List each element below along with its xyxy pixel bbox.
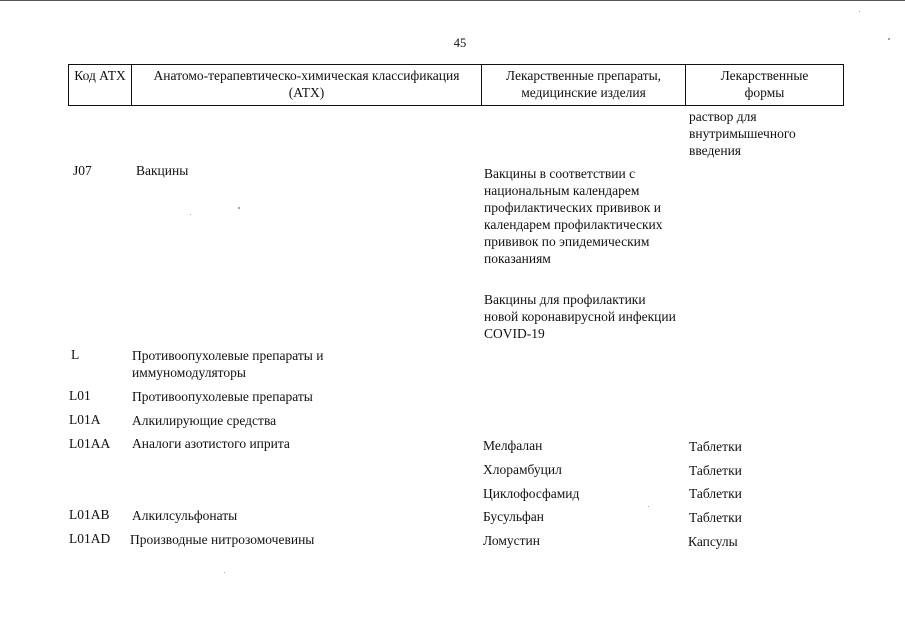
page-top-edge bbox=[0, 0, 905, 1]
row-drug-j07-1: Вакцины в соответствии с национальным календарем профилактических прививок и календарем профилактических прививок по эпидемическим показаниям bbox=[484, 166, 663, 266]
row-form-l01aa-1: Таблетки bbox=[689, 439, 742, 454]
row-form-l01aa-2: Таблетки bbox=[689, 463, 742, 478]
page-number: 45 bbox=[453, 36, 467, 50]
row-code-l01ab: L01AB bbox=[69, 507, 110, 522]
row-name-l01ad: Производные нитрозомочевины bbox=[130, 532, 315, 547]
row-form-l01aa-3: Таблетки bbox=[689, 486, 742, 501]
header-forms: Лекарственные формы bbox=[685, 65, 843, 105]
row-form-l01ad: Капсулы bbox=[688, 534, 738, 549]
scan-speck bbox=[238, 207, 240, 209]
row-name-l01ab: Алкилсульфонаты bbox=[132, 508, 238, 523]
row-code-l01ad: L01AD bbox=[69, 531, 111, 546]
continuation-form: раствор для внутримышечного введения bbox=[689, 109, 796, 158]
row-code-j07: J07 bbox=[73, 163, 92, 178]
scan-speck bbox=[190, 214, 191, 215]
row-form-l01ab: Таблетки bbox=[689, 510, 742, 525]
row-code-l: L bbox=[71, 347, 80, 362]
row-code-l01a: L01A bbox=[69, 412, 101, 427]
row-drug-l01aa-1: Мелфалан bbox=[483, 438, 543, 453]
scan-speck bbox=[224, 572, 225, 573]
row-name-l01a: Алкилирующие средства bbox=[132, 413, 277, 428]
header-code-atc: Код АТХ bbox=[74, 68, 126, 83]
row-code-l01aa: L01AA bbox=[69, 436, 111, 451]
row-name-l01aa: Аналоги азотистого иприта bbox=[132, 436, 290, 451]
row-drug-l01ab: Бусульфан bbox=[483, 509, 544, 524]
row-drug-l01aa-3: Циклофосфамид bbox=[483, 486, 580, 501]
scan-speck bbox=[648, 506, 649, 507]
row-name-l01: Противоопухолевые препараты bbox=[132, 389, 313, 404]
row-code-l01: L01 bbox=[69, 388, 91, 403]
row-name-l: Противоопухолевые препараты и иммуномодуляторы bbox=[132, 348, 324, 380]
scan-speck bbox=[888, 38, 890, 40]
header-drugs: Лекарственные препараты, медицинские изделия bbox=[481, 65, 685, 105]
row-drug-l01ad: Ломустин bbox=[483, 533, 540, 548]
table-header bbox=[68, 64, 844, 106]
row-drug-l01aa-2: Хлорамбуцил bbox=[483, 462, 562, 477]
header-atc-classification: Анатомо-терапевтическо-химическая классификация (АТХ) bbox=[131, 65, 481, 105]
scan-speck bbox=[859, 11, 860, 12]
row-drug-j07-2: Вакцины для профилактики новой коронавирусной инфекции COVID-19 bbox=[484, 292, 676, 341]
row-name-j07: Вакцины bbox=[136, 163, 189, 178]
